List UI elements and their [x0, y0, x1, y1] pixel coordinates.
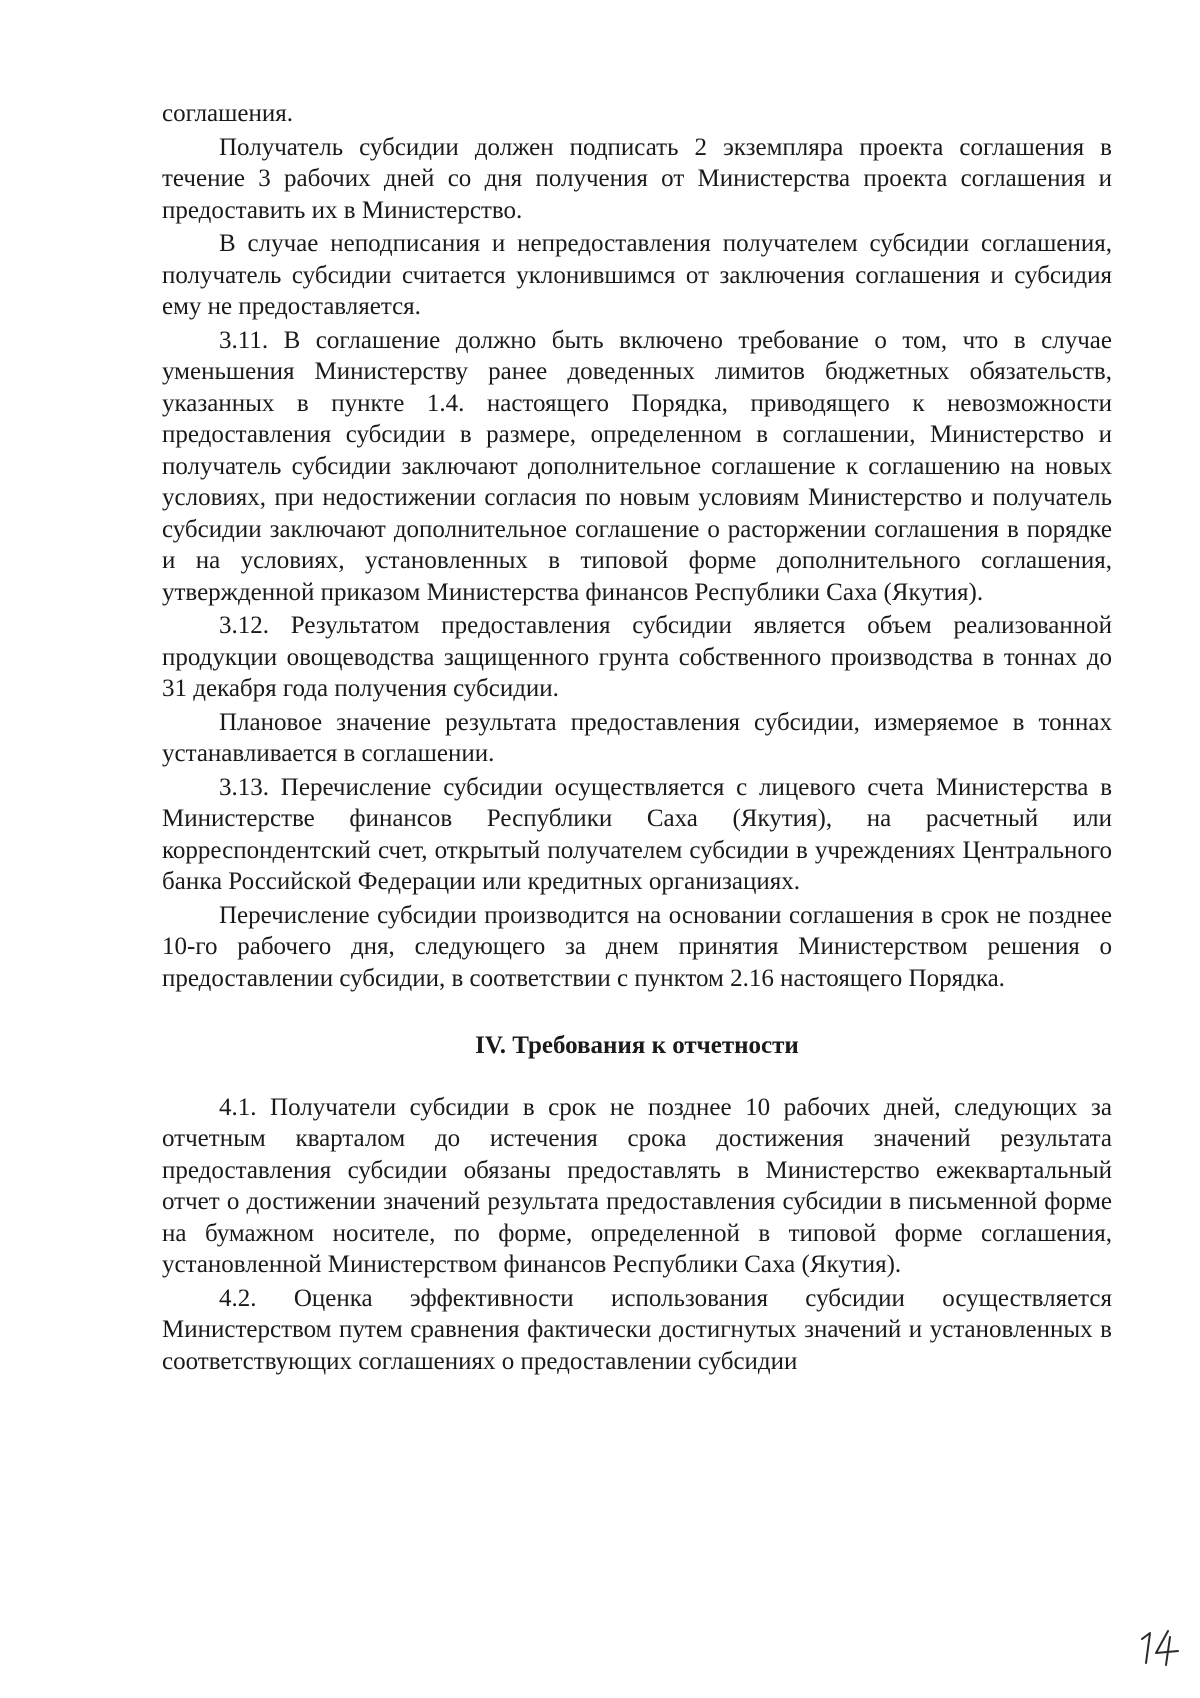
paragraph-non-signing: В случае неподписания и непредоставления получателем субсидии соглашения, получатель субсидии считается уклонившимся от заключения соглашения и субсидия ему не предоставляется.	[162, 230, 1112, 320]
document-page	[162, 98, 1112, 1377]
handwritten-page-number	[1138, 1627, 1184, 1667]
paragraph-clause-4-2: 4.2. Оценка эффективности использования субсидии осуществляется Министерством путем сравнения фактически достигнутых значений и установленных в соответствующих соглашениях о предоставлении субсидии	[162, 1284, 1112, 1375]
paragraph-continuation: соглашения.	[162, 100, 294, 127]
paragraph-signing-terms: Получатель субсидии должен подписать 2 экземпляра проекта соглашения в течение 3 рабочих дней со дня получения от Министерства проекта соглашения и предоставить их в Министерство.	[162, 133, 1112, 224]
section-title: IV. Требования к отчетности	[475, 1032, 799, 1059]
paragraph-transfer-terms: Перечисление субсидии производится на основании соглашения в срок не позднее 10-го рабочего дня, следующего за днем принятия Министерством решения о предоставлении субсидии, в соответствии с пунктом 2.16 настоящего Порядка.	[162, 901, 1112, 992]
paragraph-clause-4-1: 4.1. Получатели субсидии в срок не позднее 10 рабочих дней, следующих за отчетным кварталом до истечения срока достижения значений результата предоставления субсидии обязаны предоставлять в Министерство ежеквартальный отчет о достижении значений результата предоставления субсидии в письменной форме на бумажном носителе, по форме, определенной в типовой форме соглашения, установленной Министерством финансов Республики Саха (Якутия).	[162, 1093, 1112, 1278]
paragraph-clause-3-13: 3.13. Перечисление субсидии осуществляется с лицевого счета Министерства в Министерстве финансов Республики Саха (Якутия), на расчетный или корреспондентский счет, открытый получателем субсидии в учреждениях Центрального банка Российской Федерации или кредитных организациях.	[162, 773, 1112, 895]
paragraph-planned-value: Плановое значение результата предоставления субсидии, измеряемое в тоннах устанавливается в соглашении.	[162, 708, 1112, 767]
paragraph-clause-3-11: 3.11. В соглашение должно быть включено требование о том, что в случае уменьшения Министерству ранее доведенных лимитов бюджетных обязательств, указанных в пункте 1.4. настоящего Порядка, приводящего к невозможности предоставления субсидии в размере, определенном в соглашении, Министерство и получатель субсидии заключают дополнительное соглашение к соглашению на новых условиях, при недостижении согласия по новым условиям Министерство и получатель субсидии заключают дополнительное соглашение о расторжении соглашения в порядке и на условиях, установленных в типовой форме дополнительного соглашения, утвержденной приказом Министерства финансов Республики Саха (Якутия).	[162, 326, 1112, 606]
paragraph-clause-3-12: 3.12. Результатом предоставления субсидии является объем реализованной продукции овощеводства защищенного грунта собственного производства в тоннах до 31 декабря года получения субсидии.	[162, 612, 1112, 702]
